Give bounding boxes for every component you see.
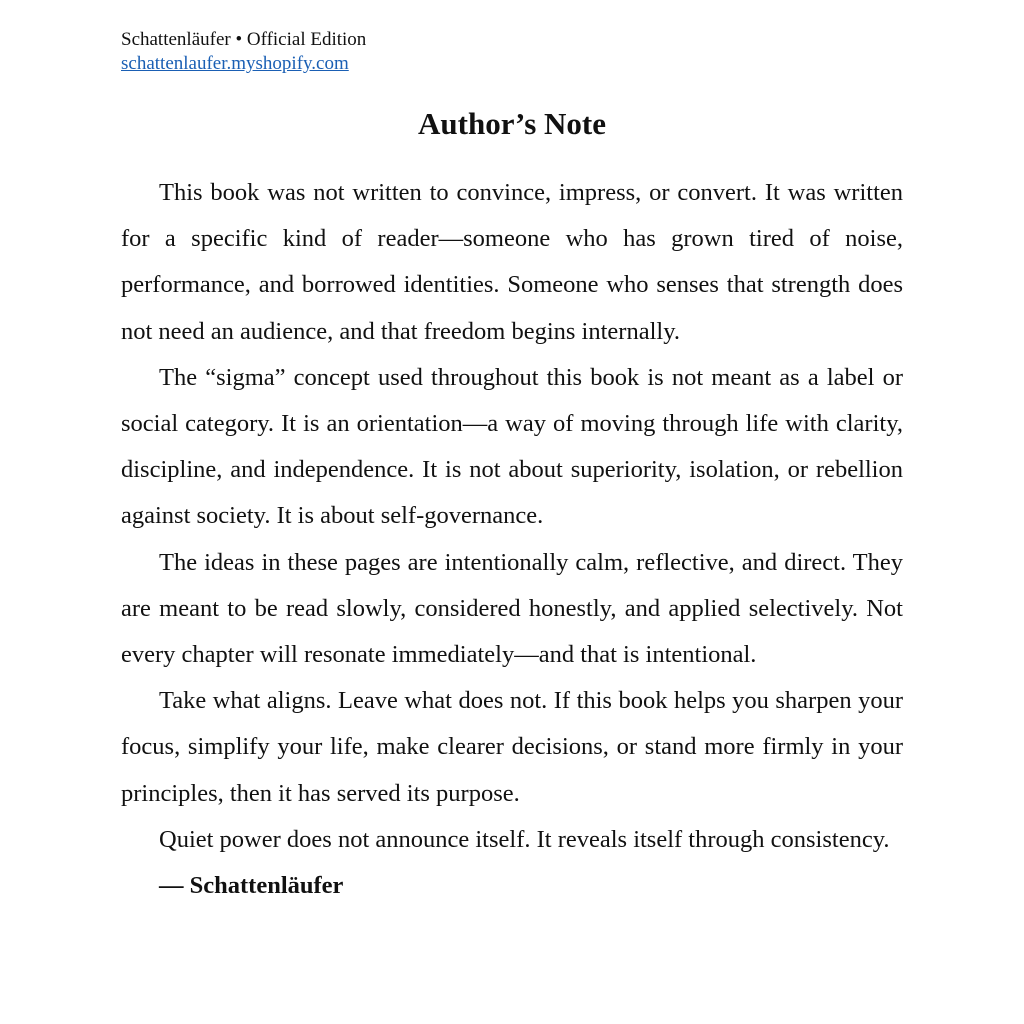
note-body <box>121 170 903 909</box>
author-signature: — Schattenläufer <box>159 872 344 900</box>
paragraph: The ideas in these pages are intentionally calm, reflective, and direct. They are meant to be read slowly, considered honestly, and applied selectively. Not every chapter will resonate immediately—and that is intentional. <box>121 548 903 669</box>
paragraph: Take what aligns. Leave what does not. If this book helps you sharpen your focus, simplify your life, make clearer decisions, or stand more firmly in your principles, then it has served its purpose. <box>121 687 903 807</box>
page-title: Author’s Note <box>418 106 606 141</box>
page-header <box>121 28 366 76</box>
paragraph: The “sigma” concept used throughout this book is not meant as a label or social category. It is an orientation—a way of moving through life with clarity, discipline, and independence. It is not about superiority, isolation, or rebellion against society. It is about self-governance. <box>121 363 903 530</box>
paragraph: This book was not written to convince, impress, or convert. It was written for a specific kind of reader—someone who has grown tired of noise, performance, and borrowed identities. Someone who senses that strength does not need an audience, and that freedom begins internally. <box>121 179 903 345</box>
store-link[interactable]: schattenlaufer.myshopify.com <box>121 53 349 74</box>
paragraph: Quiet power does not announce itself. It reveals itself through consistency. <box>159 825 890 853</box>
edition-label: Schattenläufer • Official Edition <box>121 29 367 50</box>
